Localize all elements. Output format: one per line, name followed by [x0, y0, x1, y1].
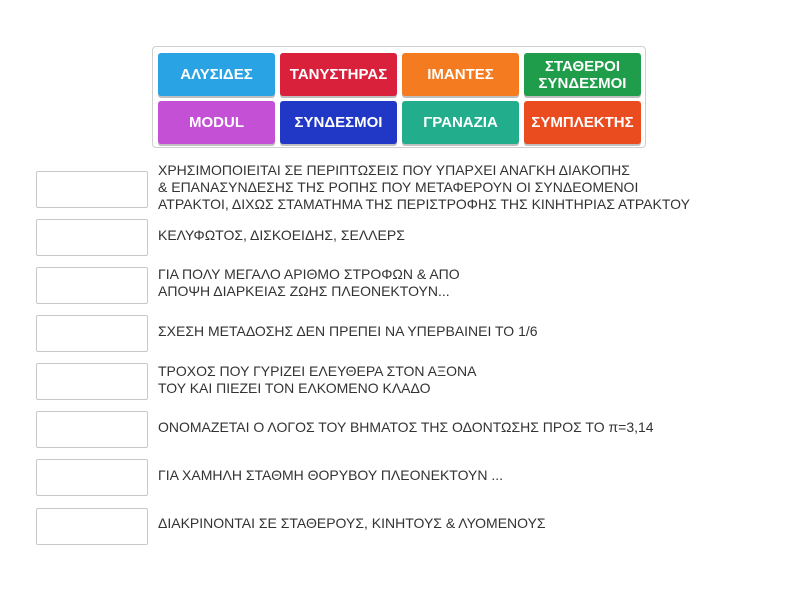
question-row — [36, 315, 776, 352]
tile-alysides[interactable] — [158, 53, 275, 96]
answer-drop-zone[interactable] — [36, 267, 148, 304]
question-text: ΔΙΑΚΡΙΝΟΝΤΑΙ ΣΕ ΣΤΑΘΕΡΟΥΣ, ΚΙΝΗΤΟΥΣ & ΛΥΟΜΕΝΟΥΣ — [158, 515, 546, 531]
tile-label: MODUL — [189, 114, 244, 131]
tile-imantes[interactable] — [402, 53, 519, 96]
tile-label: ΓΡΑΝΑΖΙΑ — [423, 114, 498, 131]
question-text: ΓΙΑ ΠΟΛΥ ΜΕΓΑΛΟ ΑΡΙΘΜΟ ΣΤΡΟΦΩΝ & ΑΠΟ ΑΠΟΨΗ ΔΙΑΡΚΕΙΑΣ ΖΩΗΣ ΠΛΕΟΝΕΚΤΟΥΝ... — [158, 266, 460, 299]
question-text: ΟΝΟΜΑΖΕΤΑΙ Ο ΛΟΓΟΣ ΤΟΥ ΒΗΜΑΤΟΣ ΤΗΣ ΟΔΟΝΤΩΣΗΣ ΠΡΟΣ ΤΟ π=3,14 — [158, 419, 654, 435]
question-row — [36, 459, 776, 496]
question-row — [36, 508, 776, 545]
question-text: ΧΡΗΣΙΜΟΠΟΙΕΙΤΑΙ ΣΕ ΠΕΡΙΠΤΩΣΕΙΣ ΠΟΥ ΥΠΑΡΧΕΙ ΑΝΑΓΚΗ ΔΙΑΚΟΠΗΣ & ΕΠΑΝΑΣΥΝΔΕΣΗΣ ΤΗΣ ΡΟΠΗΣ ΠΟΥ ΜΕΤΑΦΕΡΟΥΝ ΟΙ ΣΥΝΔΕΟΜΕΝΟΙ ΑΤΡΑΚΤΟΙ, ΔΙΧΩΣ ΣΤΑΜΑΤΗΜΑ ΤΗΣ ΠΕΡΙΣΤΡΟΦΗΣ ΤΗΣ ΚΙΝΗΤΗΡΙΑΣ ΑΤΡΑΚΤΟΥ — [158, 162, 690, 212]
tile-label: ΤΑΝΥΣΤΗΡΑΣ — [289, 66, 388, 83]
tile-statheroi-syndesmoi[interactable] — [524, 53, 641, 96]
answer-drop-zone[interactable] — [36, 411, 148, 448]
tile-label: ΣΥΝΔΕΣΜΟΙ — [294, 114, 383, 131]
answer-drop-zone[interactable] — [36, 459, 148, 496]
answer-drop-zone[interactable] — [36, 171, 148, 208]
question-row — [36, 411, 776, 448]
tile-syndesmoi[interactable] — [280, 101, 397, 144]
answer-drop-zone[interactable] — [36, 508, 148, 545]
tile-label: ΣΥΜΠΛΕΚΤΗΣ — [531, 114, 634, 131]
tile-label: ΙΜΑΝΤΕΣ — [427, 66, 494, 83]
tile-symplektis[interactable] — [524, 101, 641, 144]
question-text: ΚΕΛΥΦΩΤΟΣ, ΔΙΣΚΟΕΙΔΗΣ, ΣΕΛΛΕΡΣ — [158, 227, 405, 243]
question-row — [36, 162, 776, 212]
question-text: ΓΙΑ ΧΑΜΗΛΗ ΣΤΑΘΜΗ ΘΟΡΥΒΟΥ ΠΛΕΟΝΕΚΤΟΥΝ ... — [158, 467, 504, 483]
tile-label: ΑΛΥΣΙΔΕΣ — [180, 66, 253, 83]
question-row — [36, 363, 776, 400]
tile-modul[interactable] — [158, 101, 275, 144]
question-row — [36, 219, 776, 256]
answer-drop-zone[interactable] — [36, 363, 148, 400]
answer-tiles-panel — [152, 46, 646, 148]
answer-drop-zone[interactable] — [36, 315, 148, 352]
tile-tanystiras[interactable] — [280, 53, 397, 96]
tile-label: ΣΤΑΘΕΡΟΙ ΣΥΝΔΕΣΜΟΙ — [538, 57, 627, 92]
question-text: ΤΡΟΧΟΣ ΠΟΥ ΓΥΡΙΖΕΙ ΕΛΕΥΘΕΡΑ ΣΤΟΝ ΑΞΟΝΑ ΤΟΥ ΚΑΙ ΠΙΕΖΕΙ ΤΟΝ ΕΛΚΟΜΕΝΟ ΚΛΑΔΟ — [158, 363, 477, 396]
tile-granazia[interactable] — [402, 101, 519, 144]
answer-drop-zone[interactable] — [36, 219, 148, 256]
question-row — [36, 267, 776, 304]
question-text: ΣΧΕΣΗ ΜΕΤΑΔΟΣΗΣ ΔΕΝ ΠΡΕΠΕΙ ΝΑ ΥΠΕΡΒΑΙΝΕΙ ΤΟ 1/6 — [158, 323, 538, 339]
